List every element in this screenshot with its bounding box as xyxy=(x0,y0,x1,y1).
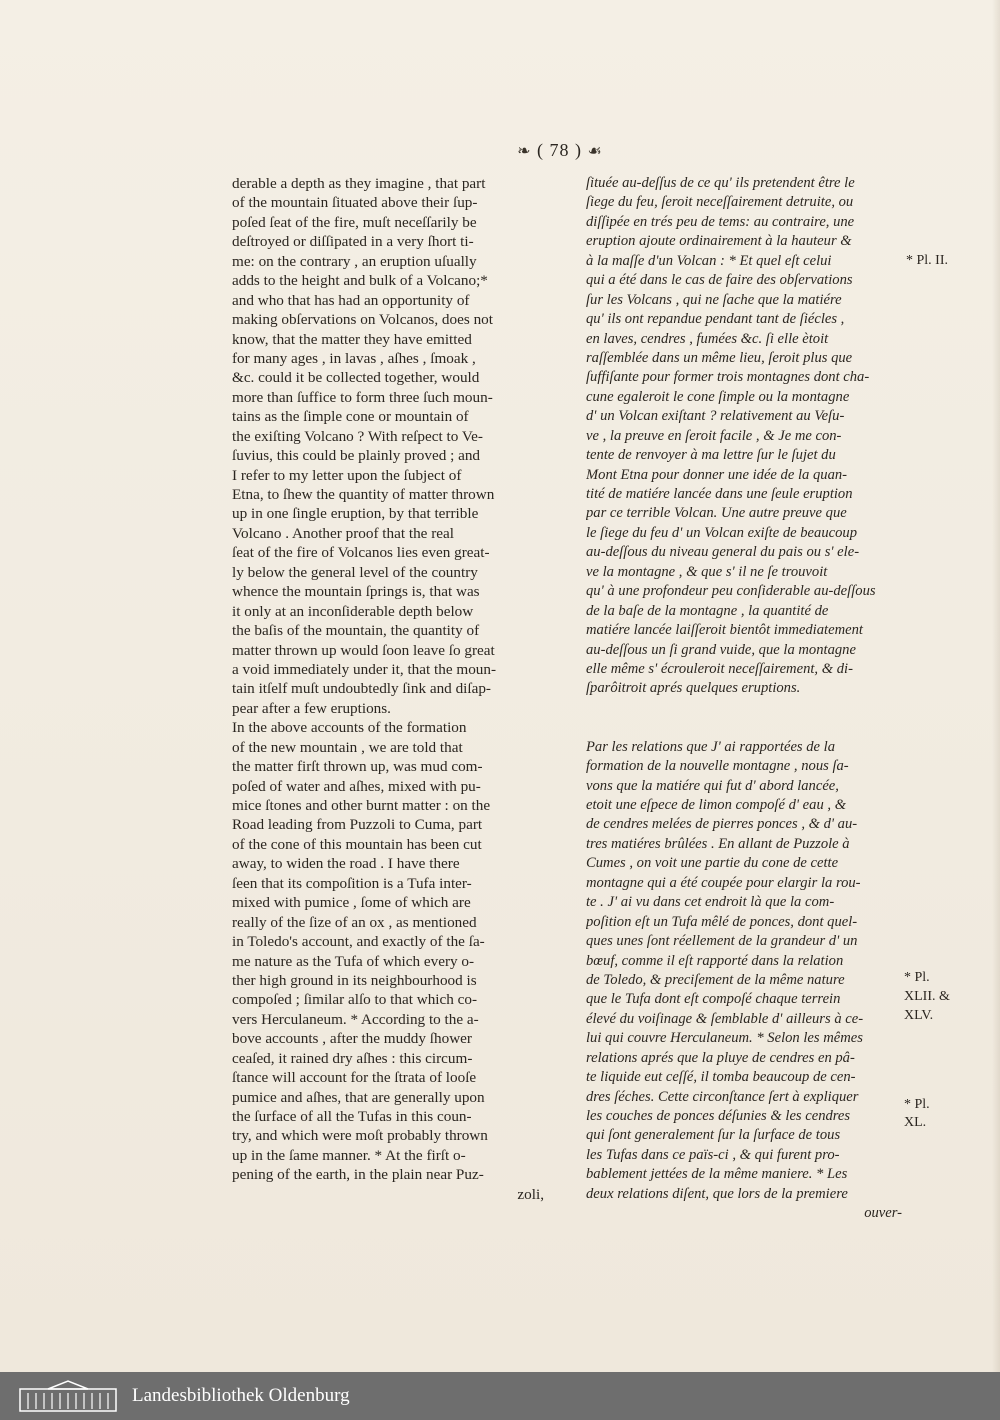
page-number: ( 78 ) xyxy=(537,140,583,160)
text-line: ſuffiſante pour former trois montagnes dont cha- xyxy=(586,369,870,386)
text-line: tain itſelf muſt undoubtedly ſink and diſap- xyxy=(232,680,491,698)
text-line: bove accounts , after the muddy ſhower xyxy=(232,1030,472,1048)
text-line: ſituée au-deſſus de ce qu' ils pretendent être le xyxy=(586,175,855,191)
text-line: the baſis of the mountain, the quantity of xyxy=(232,622,480,640)
text-line: in Toledo's account, and exactly of the ſa- xyxy=(232,933,485,951)
text-line: a void immediately under it, that the moun- xyxy=(232,660,497,678)
text-line: ſtance will account for the ſtrata of looſe xyxy=(232,1069,477,1087)
text-line: montagne qui a été coupée pour elargir la rou- xyxy=(586,874,861,891)
text-line: ſuvius, this could be plainly proved ; and xyxy=(232,447,481,465)
text-line: the matter firſt thrown up, was mud com- xyxy=(232,758,483,776)
library-footer-bar xyxy=(0,1372,1000,1420)
text-line: adds to the height and bulk of a Volcano;* xyxy=(232,272,488,290)
text-line: ſiege du feu, ſeroit neceſſairement detruite, ou xyxy=(586,194,854,211)
text-line: que le Tufa dont eſt compoſé chaque terrein xyxy=(586,991,841,1008)
text-line: up in one ſingle eruption, by that terrible xyxy=(232,505,479,523)
text-line: making obſervations on Volcanos, does not xyxy=(232,311,493,329)
text-line: au-deſſous du niveau general du pais ou s' ele- xyxy=(586,544,860,561)
library-name: Landesbibliothek Oldenburg xyxy=(132,1385,350,1406)
text-line: pening of the earth, in the plain near Puz- xyxy=(232,1166,484,1184)
text-line: tains as the ſimple cone or mountain of xyxy=(232,408,469,426)
text-line: en laves, cendres , fumées &c. ſi elle ètoit xyxy=(586,330,829,347)
text-line: poſed of water and aſhes, mixed with pu- xyxy=(232,777,481,795)
text-line: lui qui couvre Herculaneum. * Selon les mêmes xyxy=(586,1030,863,1047)
text-line: the ſurface of all the Tufas in this coun- xyxy=(232,1108,472,1125)
text-line: tente de renvoyer à ma lettre ſur le ſujet du xyxy=(586,447,836,464)
text-line: Mont Etna pour donner une idée de la quan- xyxy=(586,466,848,483)
text-line: derable a depth as they imagine , that part xyxy=(232,175,486,192)
library-building-icon xyxy=(18,1379,118,1413)
text-line: Road leading from Puzzoli to Cuma, part xyxy=(232,816,483,834)
text-line: Etna, to ſhew the quantity of matter thrown xyxy=(232,486,495,503)
text-line: etoit une eſpece de limon compoſé d' eau , & xyxy=(586,797,847,813)
text-line: au-deſſous un ſi grand vuide, que la montagne xyxy=(586,641,856,658)
french-text-column xyxy=(586,174,902,1224)
margin-note-plate-40-a: * Pl. xyxy=(904,1097,930,1112)
text-line: deux relations diſent, que lors de la premiere xyxy=(586,1185,848,1202)
text-line: know, that the matter they have emitted xyxy=(232,330,472,348)
text-line: raſſemblée dans un même lieu, ſeroit plus que xyxy=(586,349,853,366)
text-line: ſparôitroit aprés quelques eruptions. xyxy=(586,680,801,697)
text-line: eruption ajoute ordinairement à la hauteur & xyxy=(586,233,852,250)
text-line: élevé du voiſinage & ſemblable d' ailleurs à ce- xyxy=(586,1010,864,1027)
margin-note-plate-42-a: * Pl. xyxy=(904,970,930,985)
text-line: ſur les Volcans , qui ne ſache que la matiére xyxy=(586,291,842,308)
margin-note-plate-2: * Pl. II. xyxy=(906,253,948,268)
ornament-left-icon: ❧ xyxy=(517,143,532,160)
text-line: pear after a few eruptions. xyxy=(232,699,391,717)
text-line: of the new mountain , we are told that xyxy=(232,738,463,756)
text-line: le ſiege du feu d' un Volcan exiſte de beaucoup xyxy=(586,524,857,541)
catchword: ouver- xyxy=(864,1205,902,1222)
text-line: Volcano . Another proof that the real xyxy=(232,524,454,542)
text-line: of the cone of this mountain has been cut xyxy=(232,835,482,853)
english-text-column xyxy=(232,174,544,1204)
text-line: mixed with pumice , ſome of which are xyxy=(232,894,471,912)
text-line: de la baſe de la montagne , la quantité de xyxy=(586,602,829,619)
text-line: ly below the general level of the country xyxy=(232,563,478,581)
text-line: dres ſéches. Cette circonſtance ſert à expliquer xyxy=(586,1088,859,1105)
text-line: it only at an inconſiderable depth below xyxy=(232,602,474,620)
text-line: d' un Volcan exiſtant ? relativement au Veſu- xyxy=(586,408,845,425)
text-line: les Tufas dans ce païs-ci , & qui furent pro- xyxy=(586,1146,840,1163)
text-line: more than ſuffice to form three ſuch moun- xyxy=(232,388,493,406)
text-line: the exiſting Volcano ? With reſpect to Ve- xyxy=(232,427,483,445)
margin-note-plate-45: XLV. xyxy=(904,1008,934,1023)
text-line: ve , la preuve en ſeroit facile , & Je me con- xyxy=(586,427,842,444)
text-line: try, and which were moſt probably thrown xyxy=(232,1127,488,1145)
page-header xyxy=(440,140,680,170)
text-line: ſeen that its compoſition is a Tufa inter- xyxy=(232,874,472,892)
text-line: tres matiéres brûlées . En allant de Puzzole à xyxy=(586,835,850,852)
text-line: pumice and aſhes, that are generally upon xyxy=(232,1088,485,1106)
ornament-right-icon: ☙ xyxy=(587,143,603,160)
text-line: qu' ils ont repandue pendant tant de ſiécles , xyxy=(586,311,845,328)
text-line: de cendres melées de pierres ponces , & d' au- xyxy=(586,816,858,833)
text-line: qui a été dans le cas de faire des obſervations xyxy=(586,272,853,289)
text-line: relations aprés que la pluye de cendres en pâ- xyxy=(586,1049,855,1066)
text-line: te . J' ai vu dans cet endroit là que la com- xyxy=(586,894,835,911)
text-line: whence the mountain ſprings is, that was xyxy=(232,583,480,601)
text-line: Par les relations que J' ai rapportées de la xyxy=(586,738,836,755)
text-line: away, to widen the road . I have there xyxy=(232,855,460,873)
text-line: for many ages , in lavas , aſhes , ſmoak , xyxy=(232,349,476,367)
text-line: ther high ground in its neighbourhood is xyxy=(232,971,477,989)
text-line: matter thrown up would ſoon leave ſo great xyxy=(232,641,495,659)
text-line: te liquide eut ceſſé, il tomba beaucoup de cen- xyxy=(586,1069,856,1086)
text-line xyxy=(586,718,902,737)
text-line: of the mountain ſituated above their ſup- xyxy=(232,194,478,212)
text-line: &c. could it be collected together, would xyxy=(232,369,480,387)
text-line: ceaſed, it rained dry aſhes : this circum- xyxy=(232,1049,473,1067)
text-line: matiére lancée laiſſeroit bientôt immediatement xyxy=(586,622,863,639)
text-line: up in the ſame manner. * At the firſt o- xyxy=(232,1146,466,1164)
text-line xyxy=(586,699,902,718)
text-line: deſtroyed or diſſipated in a very ſhort ti- xyxy=(232,233,474,251)
text-line: qu' à une profondeur peu conſiderable au-deſſous xyxy=(586,583,876,600)
text-line: par ce terrible Volcan. Une autre preuve que xyxy=(586,505,847,522)
catchword: zoli, xyxy=(517,1185,544,1203)
text-line: ve la montagne , & que s' il ne ſe trouvoit xyxy=(586,563,828,580)
text-line: Cumes , on voit une partie du cone de cette xyxy=(586,855,839,872)
text-line: bœuf, comme il eſt rapporté dans la relation xyxy=(586,952,844,969)
text-line: me: on the contrary , an eruption uſually xyxy=(232,252,477,270)
text-line: elle même s' écrouleroit neceſſairement, & di- xyxy=(586,660,853,677)
text-line: cune egaleroit le cone ſimple ou la montagne xyxy=(586,388,850,405)
text-line: really of the ſize of an ox , as mentioned xyxy=(232,913,477,931)
text-line: à la maſſe d'un Volcan : * Et quel eſt celui xyxy=(586,252,832,269)
text-line: me nature as the Tufa of which every o- xyxy=(232,952,475,970)
text-line: ſeat of the fire of Volcanos lies even great- xyxy=(232,544,490,562)
text-line: poſition eſt un Tufa mêlé de ponces, dont quel- xyxy=(586,913,858,930)
text-line: tité de matiére lancée dans une ſeule eruption xyxy=(586,486,853,502)
margin-note-plate-40-b: XL. xyxy=(904,1115,927,1130)
text-line: formation de la nouvelle montagne , nous ſa- xyxy=(586,758,849,775)
text-line: poſed ſeat of the fire, muſt neceſſarily be xyxy=(232,213,477,231)
text-line: de Toledo, & preciſement de la même nature xyxy=(586,971,845,988)
text-line: les couches de ponces déſunies & les cendres xyxy=(586,1108,851,1124)
text-line: mice ſtones and other burnt matter : on the xyxy=(232,797,491,814)
text-line: compoſed ; ſimilar alſo to that which co- xyxy=(232,991,478,1009)
text-line: I refer to my letter upon the ſubject of xyxy=(232,466,462,484)
text-line: bablement jettées de la même maniere. * Les xyxy=(586,1166,848,1183)
text-line: qui ſont generalement ſur la ſurface de tous xyxy=(586,1127,841,1144)
text-line: ques unes ſont réellement de la grandeur d' un xyxy=(586,933,858,950)
text-line: diſſipée en trés peu de tems: au contraire, une xyxy=(586,213,855,230)
page-edge-shadow xyxy=(992,0,1000,1372)
text-line: and who that has had an opportunity of xyxy=(232,291,470,309)
text-line: vons que la matiére qui fut d' abord lancée, xyxy=(586,777,839,794)
text-line: vers Herculaneum. * According to the a- xyxy=(232,1010,479,1028)
margin-note-plate-42-b: XLII. & xyxy=(904,989,950,1004)
text-line: In the above accounts of the formation xyxy=(232,719,467,737)
